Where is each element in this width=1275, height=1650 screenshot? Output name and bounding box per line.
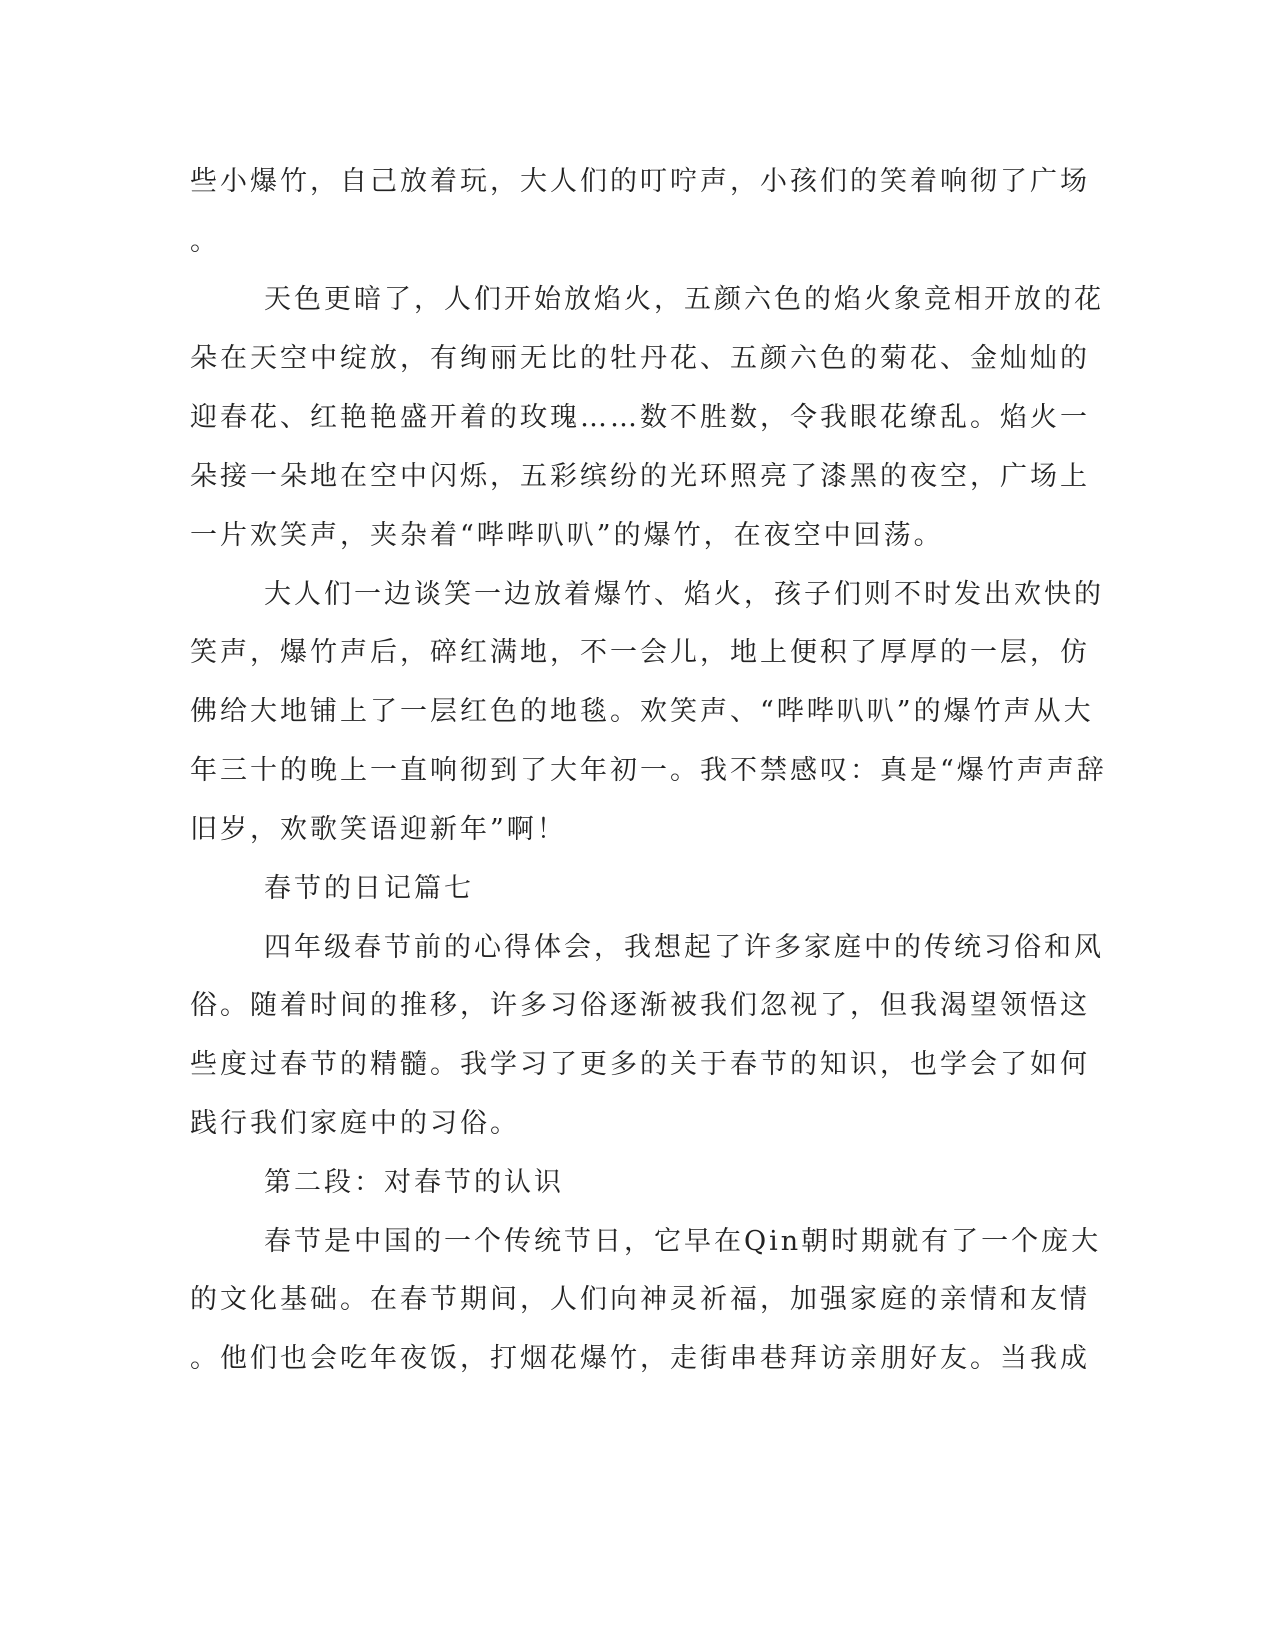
text-line: 践行我们家庭中的习俗。 — [190, 1108, 520, 1139]
section-heading: 春节的日记篇七 — [264, 873, 474, 904]
text-line: 些小爆竹，自己放着玩，大人们的叮咛声，小孩们的笑着响彻了广场 — [190, 166, 1090, 197]
text-line: 迎春花、红艳艳盛开着的玫瑰……数不胜数，令我眼花缭乱。焰火一 — [190, 402, 1090, 433]
text-line: 天色更暗了，人们开始放焰火，五颜六色的焰火象竞相开放的花 — [264, 284, 1104, 315]
text-line: 笑声，爆竹声后，碎红满地，不一会儿，地上便积了厚厚的一层，仿 — [190, 637, 1090, 668]
text-line: 的文化基础。在春节期间，人们向神灵祈福，加强家庭的亲情和友情 — [190, 1284, 1090, 1315]
section-heading: 第二段：对春节的认识 — [264, 1167, 564, 1198]
text-line: 佛给大地铺上了一层红色的地毯。欢笑声、“哔哔叭叭”的爆竹声从大 — [190, 696, 1094, 727]
text-line: 春节是中国的一个传统节日，它早在Qin朝时期就有了一个庞大 — [264, 1226, 1102, 1257]
text-line: 些度过春节的精髓。我学习了更多的关于春节的知识，也学会了如何 — [190, 1049, 1090, 1080]
text-line: 朵在天空中绽放，有绚丽无比的牡丹花、五颜六色的菊花、金灿灿的 — [190, 343, 1090, 374]
text-line: 朵接一朵地在空中闪烁，五彩缤纷的光环照亮了漆黑的夜空，广场上 — [190, 461, 1090, 492]
text-line: 四年级春节前的心得体会，我想起了许多家庭中的传统习俗和风 — [264, 932, 1104, 963]
text-line: 。他们也会吃年夜饭，打烟花爆竹，走街串巷拜访亲朋好友。当我成 — [190, 1343, 1090, 1374]
text-line: 俗。随着时间的推移，许多习俗逐渐被我们忽视了，但我渴望领悟这 — [190, 990, 1090, 1021]
text-line: 年三十的晚上一直响彻到了大年初一。我不禁感叹：真是“爆竹声声辞 — [190, 755, 1107, 786]
text-line: 旧岁，欢歌笑语迎新年”啊！ — [190, 814, 567, 845]
text-line: 大人们一边谈笑一边放着爆竹、焰火，孩子们则不时发出欢快的 — [264, 579, 1104, 610]
text-line: 。 — [190, 226, 220, 257]
text-line: 一片欢笑声，夹杂着“哔哔叭叭”的爆竹，在夜空中回荡。 — [190, 520, 944, 551]
